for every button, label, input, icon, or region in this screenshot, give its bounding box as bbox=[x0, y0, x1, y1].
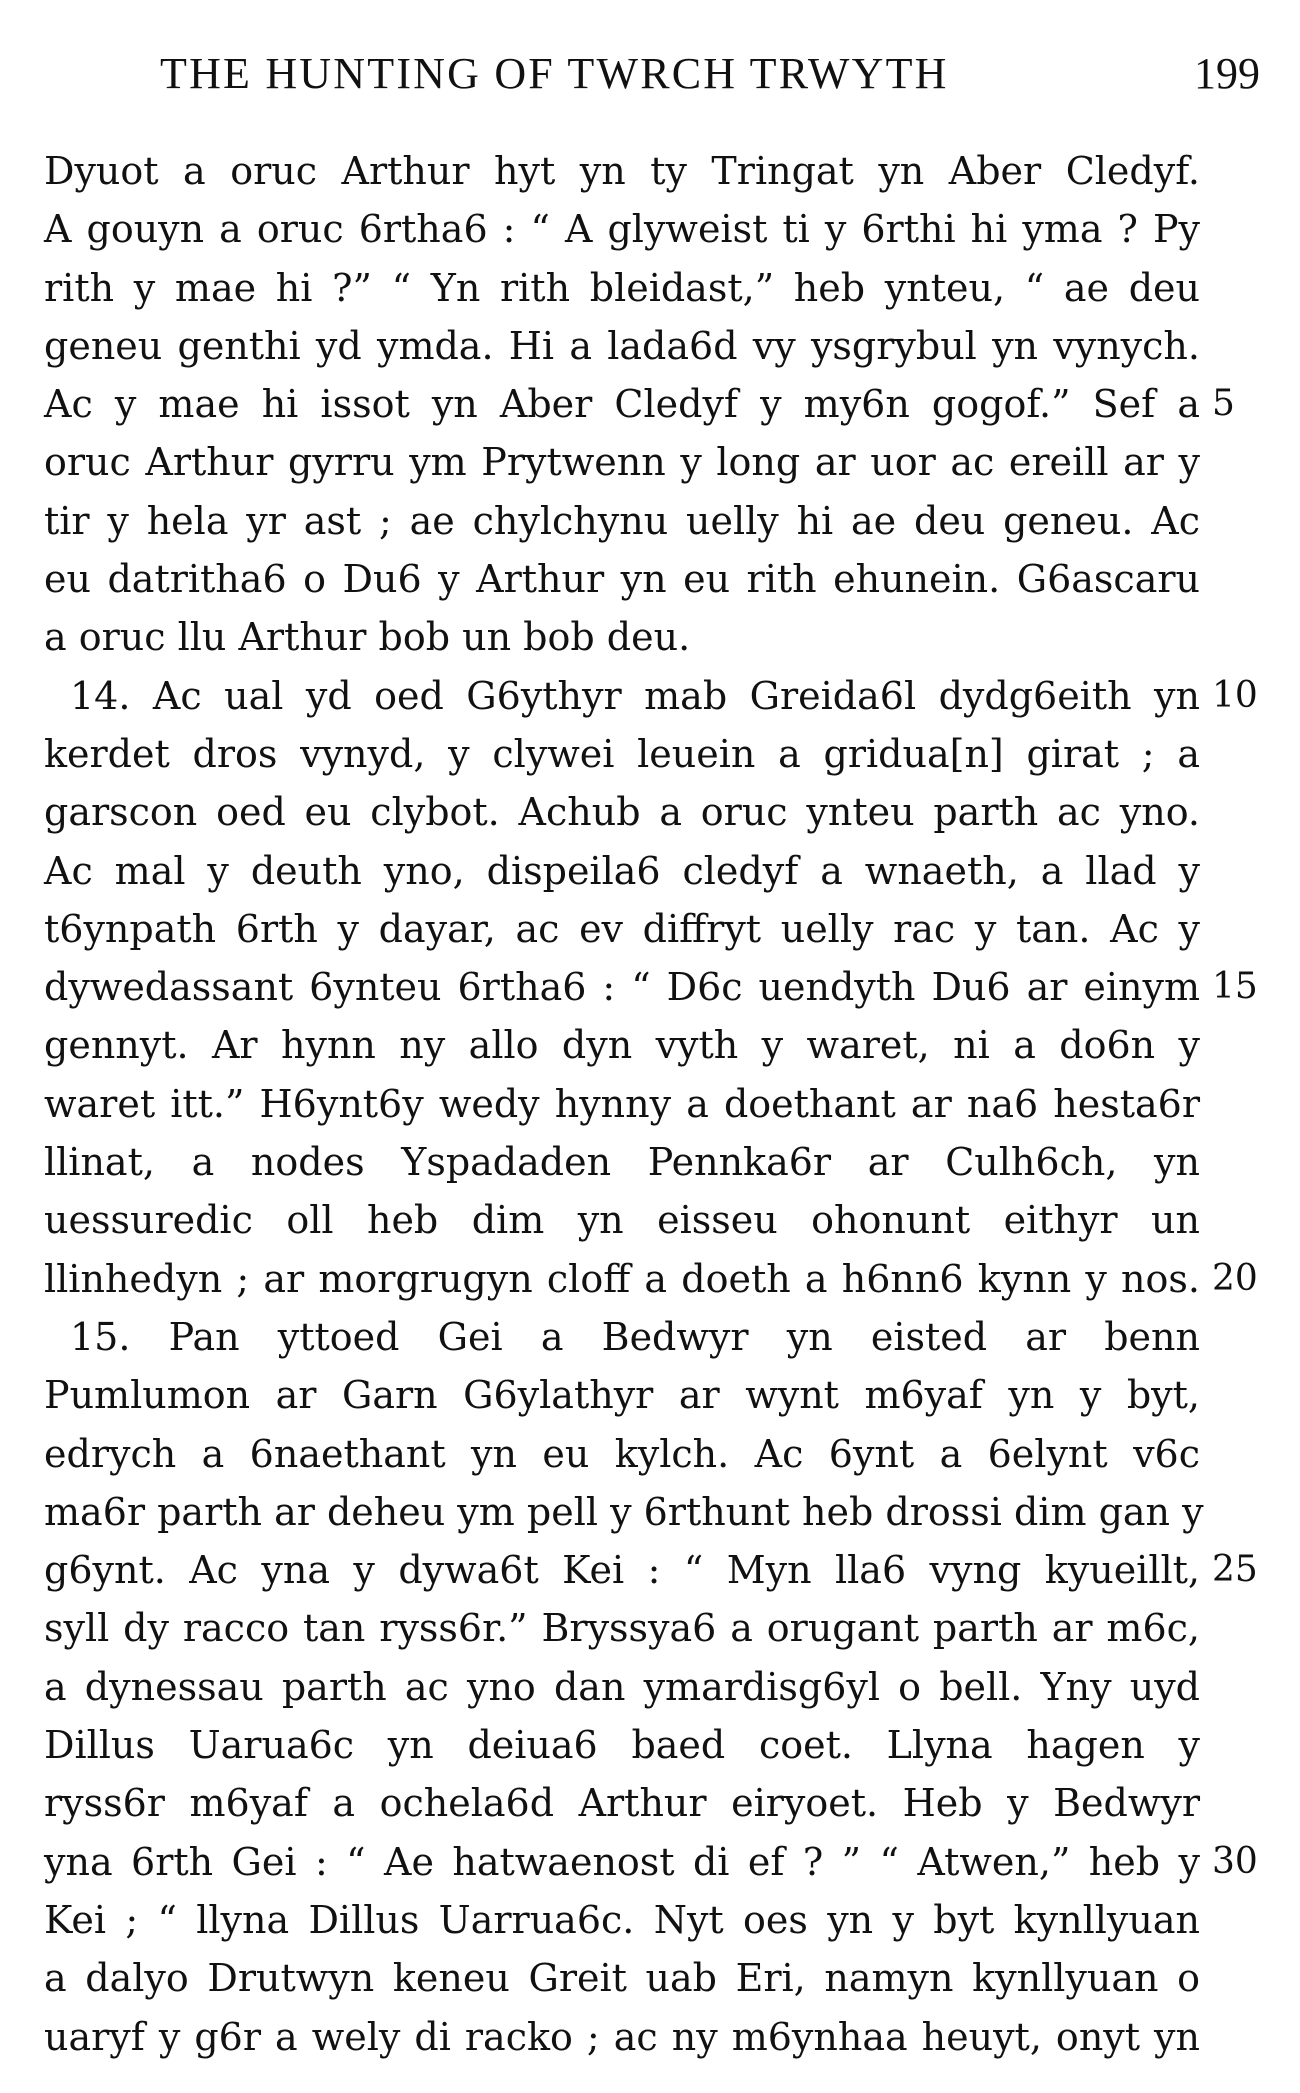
text-line-content: rith y mae hi ?” “ Yn rith bleidast,” heb ynteu, “ ae deu bbox=[44, 265, 1200, 310]
text-line-content: A gouyn a oruc 6rtha6 : “ A glyweist ti y 6rthi hi yma ? Py bbox=[44, 207, 1200, 252]
text-line-content: edrych a 6naethant yn eu kylch. Ac 6ynt a 6elynt v6c bbox=[44, 1431, 1200, 1476]
text-line bbox=[44, 1016, 1200, 1074]
text-line-content: a dynessau parth ac yno dan ymardisg6yl o bell. Yny uyd bbox=[44, 1664, 1200, 1709]
text-line-content: ma6r parth ar deheu ym pell y 6rthunt heb drossi dim gan y bbox=[44, 1489, 1204, 1534]
text-line bbox=[44, 433, 1200, 491]
text-line-content: Kei ; “ llyna Dillus Uarrua6c. Nyt oes yn y byt kynllyuan bbox=[44, 1897, 1200, 1942]
line-number: 20 bbox=[1212, 1257, 1258, 1299]
text-line-content: a oruc llu Arthur bob un bob deu. bbox=[44, 615, 691, 660]
line-number: 25 bbox=[1212, 1549, 1258, 1591]
text-line bbox=[44, 1075, 1200, 1133]
text-line bbox=[44, 1599, 1200, 1657]
text-line-content: ryss6r m6yaf a ochela6d Arthur eiryoet. Heb y Bedwyr bbox=[44, 1781, 1200, 1826]
text-line-content: eu datritha6 o Du6 y Arthur yn eu rith ehunein. G6ascaru bbox=[44, 557, 1200, 602]
text-line-content: tir y hela yr ast ; ae chylchynu uelly hi ae deu geneu. Ac bbox=[44, 498, 1200, 543]
text-line-content: oruc Arthur gyrru ym Prytwenn y long ar uor ac ereill ar y bbox=[44, 440, 1200, 485]
body-text bbox=[44, 142, 1258, 2066]
text-line-content: geneu genthi yd ymda. Hi a lada6d vy ysgrybul yn vynych. bbox=[44, 323, 1200, 368]
text-line bbox=[44, 1833, 1258, 1891]
text-line-content: yna 6rth Gei : “ Ae hatwaenost di ef ? ” “ Atwen,” heb y bbox=[44, 1839, 1200, 1884]
text-line bbox=[44, 259, 1200, 317]
running-title: THE HUNTING OF TWRCH TRWYTH bbox=[160, 49, 949, 98]
text-line bbox=[44, 608, 1200, 666]
text-line-content: dywedassant 6ynteu 6rtha6 : “ D6c uendyth Du6 ar einym bbox=[44, 965, 1200, 1010]
text-line bbox=[44, 1541, 1258, 1599]
text-line bbox=[44, 2008, 1200, 2066]
text-line bbox=[44, 317, 1200, 375]
text-line-content: garscon oed eu clybot. Achub a oruc ynteu parth ac yno. bbox=[44, 790, 1200, 835]
text-line bbox=[44, 1774, 1200, 1832]
text-line bbox=[44, 667, 1258, 725]
line-number: 5 bbox=[1212, 383, 1235, 425]
text-line bbox=[44, 492, 1200, 550]
running-header bbox=[160, 44, 1260, 104]
text-line bbox=[44, 200, 1200, 258]
text-line bbox=[44, 1366, 1200, 1424]
text-line bbox=[44, 1716, 1200, 1774]
text-line-content: uaryf y g6r a wely di racko ; ac ny m6ynhaa heuyt, onyt yn bbox=[44, 2014, 1200, 2059]
text-line bbox=[44, 1949, 1200, 2007]
text-line bbox=[44, 142, 1200, 200]
text-line bbox=[44, 550, 1200, 608]
text-line bbox=[44, 842, 1200, 900]
text-line-content: 15. Pan yttoed Gei a Bedwyr yn eisted ar benn bbox=[70, 1314, 1200, 1359]
text-line bbox=[44, 375, 1235, 433]
text-line bbox=[44, 725, 1200, 783]
text-line-content: kerdet dros vynyd, y clywei leuein a gridua[n] girat ; a bbox=[44, 731, 1200, 776]
text-line bbox=[44, 783, 1200, 841]
text-line bbox=[44, 1250, 1258, 1308]
text-line-content: gennyt. Ar hynn ny allo dyn vyth y waret, ni a do6n y bbox=[44, 1023, 1200, 1068]
text-line-content: Dillus Uarua6c yn deiua6 baed coet. Llyna hagen y bbox=[44, 1723, 1200, 1768]
text-line-content: a dalyo Drutwyn keneu Greit uab Eri, namyn kynllyuan o bbox=[44, 1956, 1200, 2001]
text-line-content: llinhedyn ; ar morgrugyn cloff a doeth a h6nn6 kynn y nos. bbox=[44, 1256, 1200, 1301]
text-line bbox=[44, 1483, 1204, 1541]
text-line bbox=[44, 958, 1258, 1016]
text-line-content: Pumlumon ar Garn G6ylathyr ar wynt m6yaf yn y byt, bbox=[44, 1373, 1200, 1418]
text-line-content: g6ynt. Ac yna y dywa6t Kei : “ Myn lla6 vyng kyueillt, bbox=[44, 1548, 1200, 1593]
text-line-content: uessuredic oll heb dim yn eisseu ohonunt eithyr un bbox=[44, 1198, 1200, 1243]
text-line-content: waret itt.” H6ynt6y wedy hynny a doethant ar na6 hesta6r bbox=[44, 1081, 1200, 1126]
line-number: 15 bbox=[1212, 966, 1258, 1008]
line-number: 30 bbox=[1212, 1840, 1258, 1882]
text-line-content: 14. Ac ual yd oed G6ythyr mab Greida6l dydg6eith yn bbox=[70, 673, 1200, 718]
text-line-content: t6ynpath 6rth y dayar, ac ev diffryt uelly rac y tan. Ac y bbox=[44, 906, 1200, 951]
page-number: 199 bbox=[1194, 49, 1260, 98]
text-line-content: Ac y mae hi issot yn Aber Cledyf y my6n gogof.” Sef a bbox=[44, 382, 1200, 427]
text-line-content: Dyuot a oruc Arthur hyt yn ty Tringat yn Aber Cledyf. bbox=[44, 149, 1200, 193]
text-line bbox=[44, 900, 1200, 958]
text-line bbox=[44, 1658, 1200, 1716]
text-line bbox=[44, 1425, 1200, 1483]
line-number: 10 bbox=[1212, 674, 1258, 716]
text-line bbox=[44, 1308, 1200, 1366]
text-line bbox=[44, 1191, 1200, 1249]
text-line bbox=[44, 1133, 1200, 1191]
text-line-content: llinat, a nodes Yspadaden Pennka6r ar Culh6ch, yn bbox=[44, 1140, 1200, 1185]
text-line bbox=[44, 1891, 1200, 1949]
text-line-content: syll dy racco tan ryss6r.” Bryssya6 a orugant parth ar m6c, bbox=[44, 1606, 1200, 1651]
text-line-content: Ac mal y deuth yno, dispeila6 cledyf a wnaeth, a llad y bbox=[44, 848, 1200, 893]
